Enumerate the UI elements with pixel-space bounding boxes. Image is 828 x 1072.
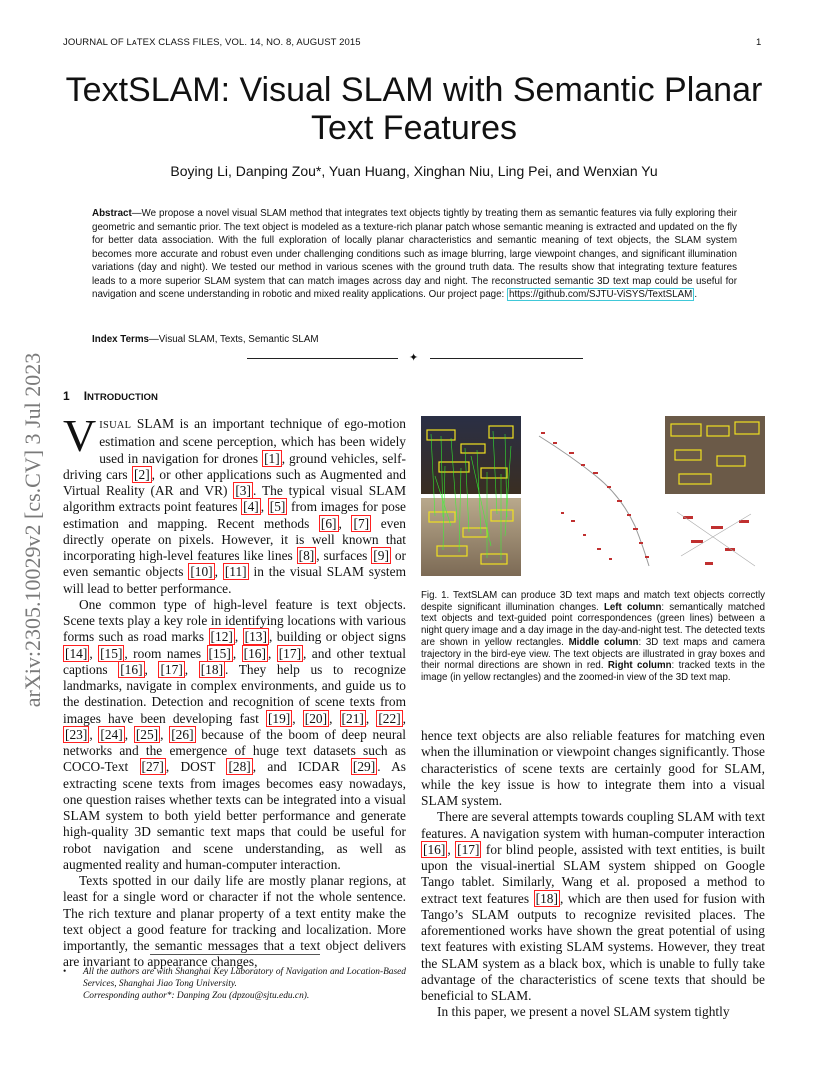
citation-link[interactable]: [25]: [135, 726, 159, 742]
caption-middle-label: Middle column: [568, 636, 639, 648]
author-list: Boying Li, Danping Zou*, Yuan Huang, Xinghan Niu, Ling Pei, and Wenxian Yu: [170, 163, 658, 179]
abstract: [92, 207, 737, 302]
citation-link[interactable]: [22]: [378, 710, 401, 726]
citation-link[interactable]: [18]: [535, 890, 558, 906]
citation-link[interactable]: [13]: [244, 629, 267, 645]
running-head: JOURNAL OF LᴀTEX CLASS FILES, VOL. 14, NO. 8, AUGUST 2015: [63, 37, 361, 48]
figure-1: [421, 416, 765, 576]
zoomed-in-3d-text-map: [665, 498, 765, 576]
tracked-text-image: [665, 416, 765, 494]
paragraph: [63, 410, 406, 597]
citation-link[interactable]: [8]: [298, 548, 315, 563]
citation-link[interactable]: [17]: [457, 841, 480, 857]
citation-link[interactable]: [24]: [100, 726, 123, 742]
citation-link[interactable]: [27]: [141, 759, 164, 775]
paragraph: In this paper, we present a novel SLAM system tightly: [437, 1004, 730, 1020]
paper-title: [63, 71, 765, 147]
project-page-link[interactable]: https://github.com/SJTU-ViSYS/TextSLAM: [509, 289, 693, 301]
right-column: [421, 728, 765, 1021]
separator-rule-right: [430, 358, 583, 359]
footnote-body: [83, 966, 406, 1002]
citation-link[interactable]: [11]: [224, 564, 247, 580]
day-image: [421, 498, 521, 576]
section-number: 1: [63, 389, 70, 403]
caption-left-text: : semantically matched text objects and text-guided point correspondences (green lines) between a night query image and a day image in the day-and-night test. The detected texts are shown in yellow rectangles.: [421, 601, 765, 648]
citation-link[interactable]: [2]: [134, 466, 150, 482]
section-heading: [63, 389, 158, 403]
citation-link[interactable]: [3]: [235, 483, 251, 498]
citation-link[interactable]: [16]: [423, 841, 446, 857]
paragraph-body: SLAM is an important technique of ego-motion estimation and scene perception, which has been widely used in navigation for drones [1] , ground vehicles, self-driving cars [2] , or other applications such as Augmented and Virtual Reality (AR and VR) [3] . The typical visual SLAM algorithm extracts point features [4] , [5] from images for pose estimation and mapping. Recent methods [6] , [7] even directly operate on pixels. However, it is well known that incorporating high-level features like lines [8] , surfaces [9] or even semantic objects [10] , [11] in the visual SLAM system will lead to better performance.: [63, 416, 406, 596]
citation-link[interactable]: [17]: [278, 645, 302, 661]
citation-link[interactable]: [12]: [210, 629, 233, 645]
citation-link[interactable]: [19]: [267, 710, 291, 726]
arxiv-identifier-stamp: [0, 300, 60, 760]
citation-link[interactable]: [26]: [171, 726, 194, 742]
citation-link[interactable]: [10]: [190, 564, 213, 580]
paragraph: Texts spotted in our daily life are mostly planar regions, at least for a single word or character if not the whole sentence. The rich texture and planar property of a text entity make the text object a good feature for tracking and localization. More importantly, the semantic messages that a text object delivers are invariant to appearance changes,: [63, 873, 406, 970]
caption-middle-text: : 3D text maps and camera trajectory in the bird-eye view. The text objects are illustrated in gray boxes and their normal directions are shown in red.: [421, 636, 766, 672]
footnote-corresponding-author: Corresponding author*: Danping Zou (dpzou@sjtu.edu.cn).: [83, 991, 310, 1001]
caption-lead: Fig. 1. TextSLAM can produce 3D text maps and match text objects correctly despite significant illumination changes.: [421, 590, 765, 613]
paragraph: hence text objects are also reliable features for matching even when the illumination or viewpoint changes significantly. Those characteristics of scene texts are certainly good for SLAM, while the key issue is how to integrate them into a visual SLAM system.: [421, 728, 765, 808]
bird-eye-text-map: [539, 432, 649, 566]
drop-cap: V: [63, 410, 97, 461]
citation-link[interactable]: [16]: [120, 661, 143, 677]
abstract-end: .: [694, 289, 698, 301]
citation-link[interactable]: [20]: [304, 710, 328, 726]
arxiv-identifier: arXiv:2305.10029v2 [cs.CV] 3 Jul 2023: [20, 352, 45, 708]
section-title-initial: I: [83, 389, 88, 403]
left-column: [63, 410, 407, 971]
caption-right-text: : tracked texts in the image (in yellow rectangles) and the zoomed-in view of the 3D text map.: [421, 660, 765, 683]
separator-diamond-icon: ✦: [409, 352, 419, 364]
figure-caption: [421, 590, 765, 684]
citation-link[interactable]: [4]: [243, 499, 259, 515]
citation-link[interactable]: [15]: [208, 645, 231, 661]
caption-right-label: Right column: [607, 660, 672, 672]
footnote-bullet: •: [63, 967, 67, 977]
paragraph: There are several attempts towards coupling SLAM with text features. A navigation system with human-computer interaction [16] , [17] for blind people, assisted with text entities, is built upon the visual-inertial SLAM system shipped on Google Tango tablet. Similarly, Wang et al. proposed a method to extract text features [18] , which are then used for fusion with Tango’s SLAM outputs to recognize revisited places. The aforementioned works have shown the great potential of using text features with existing SLAM systems. However, they treat the SLAM system as a black box, which is unable to fully take advantage of the characteristics of scene texts that should be beneficial to SLAM.: [421, 809, 765, 1003]
caption-left-label: Left column: [603, 601, 662, 613]
citation-link[interactable]: [1]: [264, 450, 280, 466]
paragraph: One common type of high-level feature is text objects. Scene texts play a key role in identifying locations with various forms such as road marks [12] , [13] , building or object signs [14] , [15] , room names [15] , [16] , [17] , and other textual captions [16] , [17] , [18] . They help us to recognize landmarks, navigate in complex environments, and guide us to the destination. Detection and recognition of scene texts from images have been developing fast [19] , [20] , [21] , [22] , [23] , [24] , [25] , [26] because of the boom of deep neural networks and the emergence of huge text datasets such as COCO-Text [27] , DOST [28] , and ICDAR [29] . As extracting scene texts from images becomes easy nowadays, one question raises whether texts can be integrated into a visual SLAM system to both yield better performance and generate high-quality 3D semantic text maps that could be useful for robot navigation and scene understanding, as well as augmented reality and human-computer interaction.: [63, 596, 407, 872]
footnote-rule: [150, 954, 320, 955]
citation-link[interactable]: [9]: [373, 548, 389, 563]
citation-link[interactable]: [21]: [341, 710, 364, 726]
citation-link[interactable]: [29]: [352, 759, 376, 775]
smallcaps-lead: ISUAL: [99, 420, 132, 431]
separator-rule-left: [247, 358, 398, 359]
index-terms-label: Index Terms: [92, 334, 149, 345]
citation-link[interactable]: [17]: [160, 661, 183, 677]
citation-link[interactable]: [18]: [200, 661, 224, 677]
page-number: 1: [756, 37, 762, 48]
section-title-rest: NTRODUCTION: [87, 392, 158, 403]
citation-link[interactable]: [16]: [243, 645, 266, 661]
citation-link[interactable]: [14]: [65, 645, 88, 661]
abstract-text: —We propose a novel visual SLAM method that integrates text objects tightly by treating them as semantic features via fully exploring their geometric and semantic prior. The text object is modeled as a texture-rich planar patch whose semantic meaning is extracted and updated on the fly for better data association. With the full exploration of locally planar characteristics and semantic meaning of text objects, the SLAM system becomes more accurate and robust even under challenging conditions such as image blurring, large viewpoint changes, and significant illumination variations (day and night). We tested our method in various scenes with the ground truth data. The results show that integrating texture features leads to a more superior SLAM system that can match images across day and night. The reconstructed semantic 3D text map could be useful for navigation and scene understanding in robotic and mixed reality applications. Our project page:: [92, 208, 737, 301]
index-terms-text: —Visual SLAM, Texts, Semantic SLAM: [149, 334, 319, 345]
paper-title-line-1: TextSLAM: Visual SLAM with Semantic Planar: [65, 71, 763, 109]
footnote-affiliation: All the authors are with Shanghai Key Laboratory of Navigation and Location-Based Services, Shanghai Jiao Tong University.: [83, 967, 406, 989]
abstract-label: Abstract: [92, 208, 132, 219]
index-terms: [92, 334, 737, 345]
footnote: [63, 966, 406, 1002]
citation-link[interactable]: [7]: [353, 515, 370, 531]
citation-link[interactable]: [5]: [269, 499, 286, 515]
paper-title-line-2: Text Features: [311, 109, 517, 147]
citation-link[interactable]: [28]: [228, 759, 251, 775]
citation-link[interactable]: [23]: [65, 726, 88, 742]
citation-link[interactable]: [15]: [100, 645, 123, 661]
citation-link[interactable]: [6]: [320, 515, 337, 531]
